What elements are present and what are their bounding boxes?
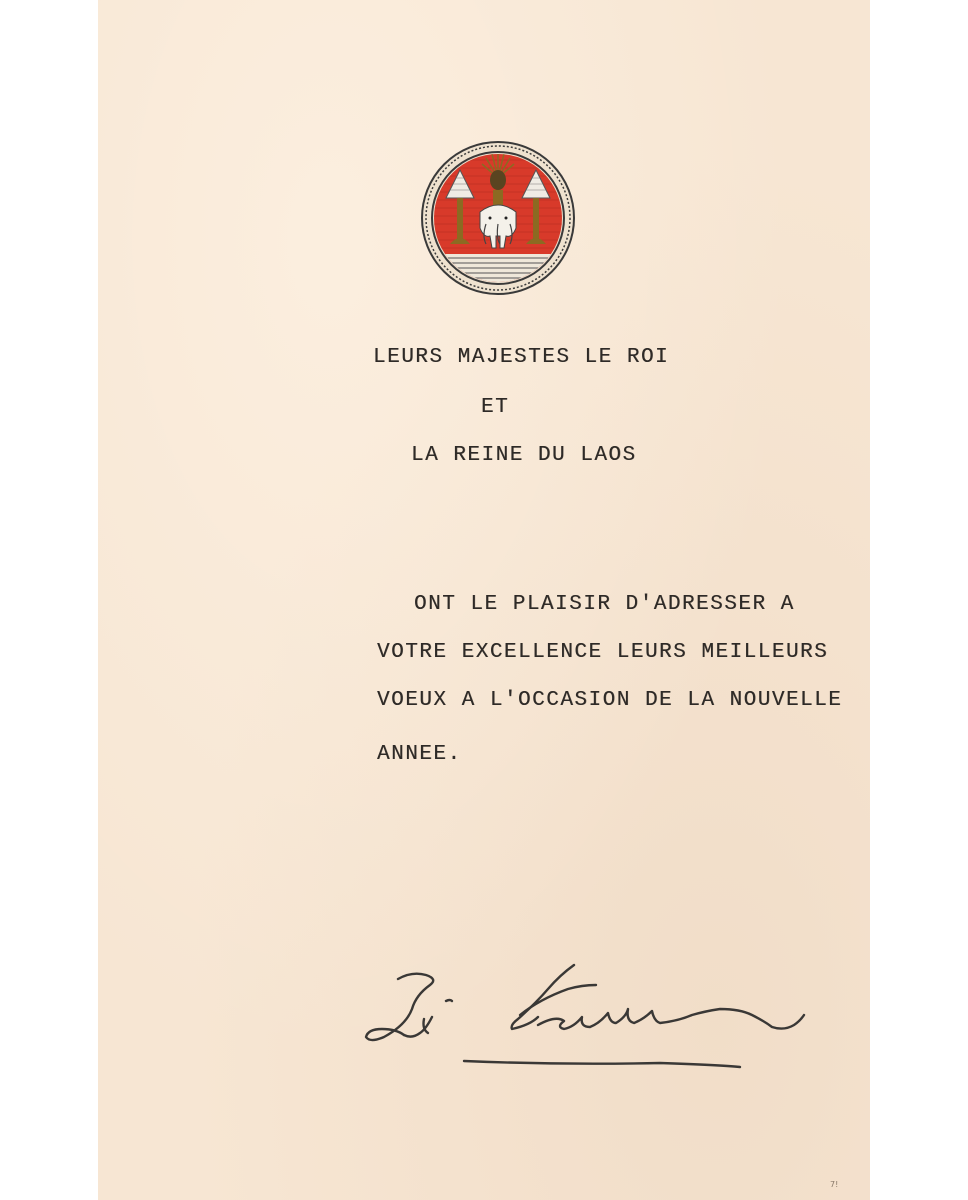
heading-line-3: LA REINE DU LAOS <box>411 444 637 467</box>
handwritten-signature <box>360 955 810 1085</box>
body-line-1: ONT LE PLAISIR D'ADRESSER A <box>414 593 795 616</box>
royal-seal-icon <box>420 140 576 296</box>
heading-line-1: LEURS MAJESTES LE ROI <box>373 346 670 369</box>
heading-line-2: ET <box>481 396 510 419</box>
body-line-3: VOEUX A L'OCCASION DE LA NOUVELLE <box>377 689 843 712</box>
body-line-2: VOTRE EXCELLENCE LEURS MEILLEURS <box>377 641 829 664</box>
paper-mark: 7! <box>830 1180 839 1189</box>
body-line-4: ANNEE. <box>377 743 462 766</box>
